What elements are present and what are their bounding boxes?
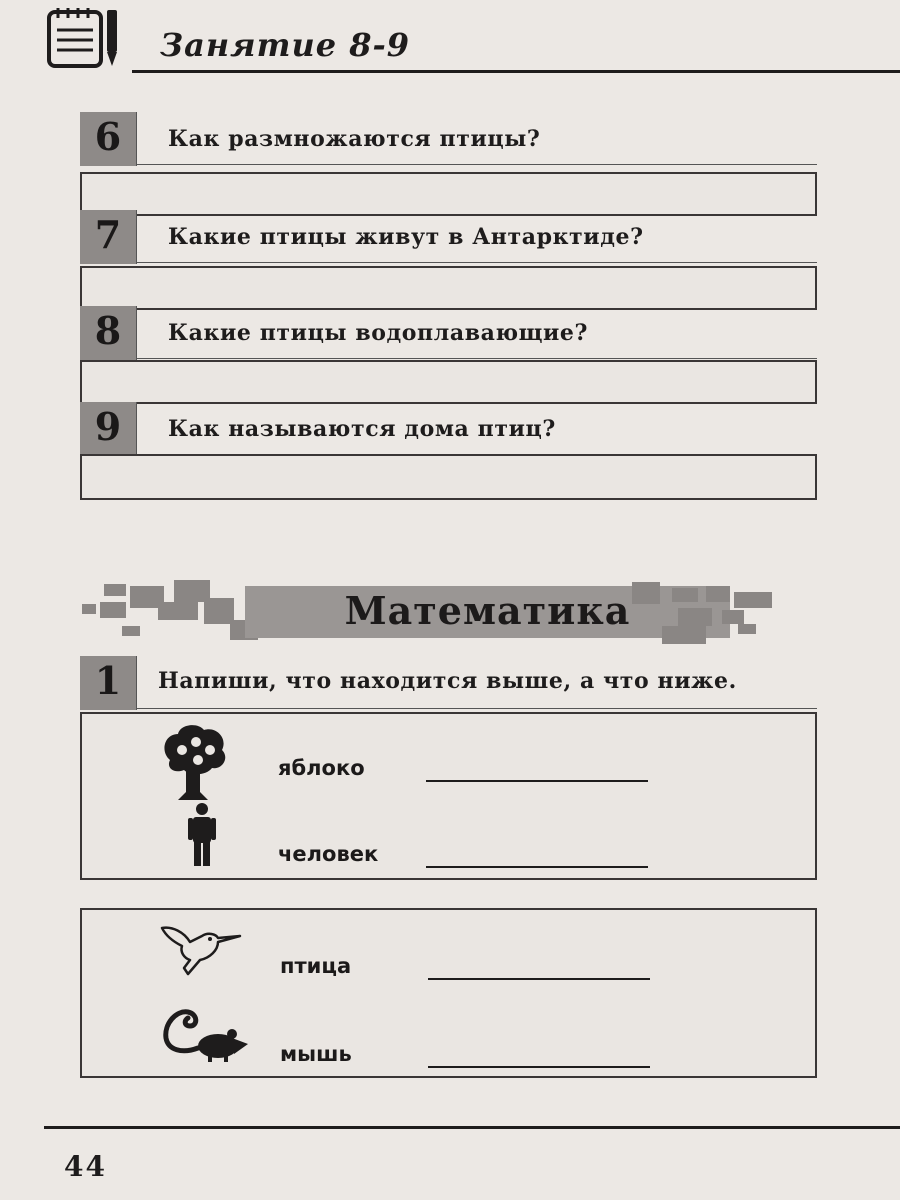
question-text: Какие птицы водоплавающие? [168,320,589,346]
comparison-panel-1 [80,712,817,880]
question-number-box [80,112,137,166]
footer-divider [44,1126,900,1129]
person-icon [186,802,218,868]
question-number-box [80,210,137,264]
apple-tree-icon [160,722,230,802]
task-number-box [80,656,137,710]
item-label: яблоко [278,756,365,780]
question-number-box [80,402,137,456]
item-label: человек [278,842,379,866]
decorative-square [678,608,712,626]
decorative-square [100,602,126,618]
answer-line-4[interactable] [428,1066,650,1068]
header-divider [132,70,900,73]
task-underline [136,708,817,709]
mouse-icon [162,1002,252,1064]
question-underline [136,358,817,359]
question-number: 9 [94,404,122,449]
decorative-square [82,604,96,614]
decorative-square [738,624,756,634]
question-text: Как называются дома птиц? [168,416,556,442]
question-8 [80,306,817,410]
notebook-pencil-icon [46,4,126,70]
decorative-square [122,626,140,636]
question-underline [136,164,817,165]
task-number: 1 [94,658,122,703]
question-6 [80,112,817,216]
question-text: Какие птицы живут в Антарктиде? [168,224,644,250]
decorative-square [158,602,198,620]
question-number: 7 [94,212,122,257]
decorative-square [734,592,772,608]
page-header [0,0,900,90]
question-7 [80,210,817,314]
decorative-square [662,626,706,644]
math-task-1 [80,656,817,712]
decorative-square [104,584,126,596]
item-label: мышь [280,1042,352,1066]
comparison-panel-2 [80,908,817,1078]
question-underline [136,262,817,263]
decorative-square [722,610,744,624]
page-title: Занятие 8-9 [160,26,411,64]
question-text: Как размножаются птицы? [168,126,541,152]
section-title: Математика [344,588,631,633]
answer-line-2[interactable] [426,866,648,868]
task-text: Напиши, что находится выше, а что ниже. [158,668,737,694]
answer-field-8[interactable] [80,360,817,404]
answer-line-1[interactable] [426,780,648,782]
page-number: 44 [64,1150,107,1183]
question-number-box [80,306,137,360]
decorative-square [706,586,730,602]
item-label: птица [280,954,352,978]
hummingbird-icon [158,922,242,982]
question-9 [80,402,817,506]
answer-line-3[interactable] [428,978,650,980]
question-number: 8 [94,308,122,353]
question-number: 6 [94,114,122,159]
answer-field-9[interactable] [80,454,817,500]
decorative-square [632,582,660,604]
section-banner [82,580,772,644]
decorative-square [672,588,698,602]
answer-field-7[interactable] [80,266,817,310]
